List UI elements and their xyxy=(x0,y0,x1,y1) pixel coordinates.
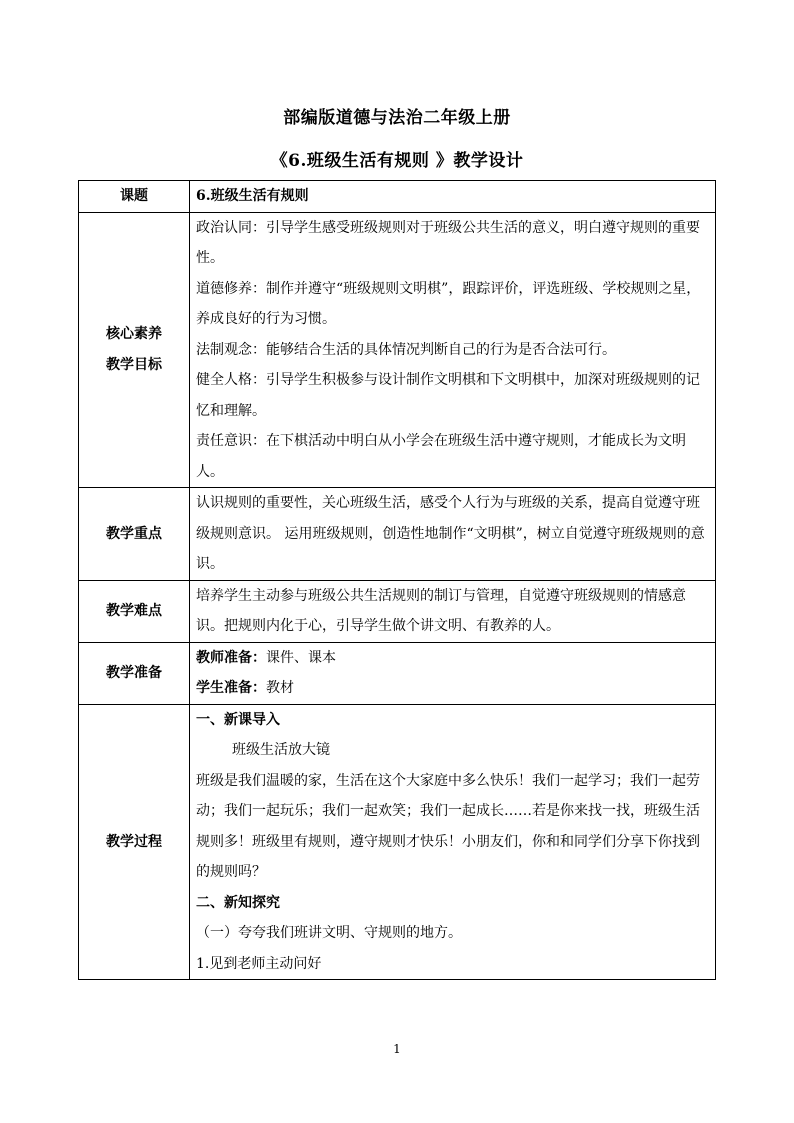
document-subtitle: 《6.班级生活有规则 》教学设计 xyxy=(270,151,524,171)
difficulties-label: 教学难点 xyxy=(79,580,190,642)
key-points-text: 认识规则的重要性，关心班级生活，感受个人行为与班级的关系，提高自觉遵守班级规则意识。 运用班级规则，创造性地制作“文明棋”，树立自觉遵守班级规则的意识。 xyxy=(190,488,716,581)
table-row-topic xyxy=(79,181,716,213)
page-number: 1 xyxy=(393,1042,401,1056)
table-row-goals xyxy=(79,212,716,488)
student-prep-value: 教材 xyxy=(266,680,294,696)
goals-content xyxy=(190,212,716,488)
goal-paragraph: 法制观念：能够结合生活的具体情况判断自己的行为是否合法可行。 xyxy=(196,341,616,358)
goal-paragraph: 政治认同：引导学生感受班级规则对于班级公共生活的意义，明白遵守规则的重要性。 xyxy=(196,219,700,266)
goal-paragraph: 健全人格：引导学生积极参与设计制作文明棋和下文明棋中，加深对班级规则的记忆和理解。 xyxy=(196,372,700,419)
table-row-key-points xyxy=(79,488,716,581)
difficulties-text: 培养学生主动参与班级公共生活规则的制订与管理，自觉遵守班级规则的情感意识。把规则内化于心，引导学生做个讲文明、有教养的人。 xyxy=(190,580,716,642)
goal-paragraph: 道德修养：制作并遵守“班级规则文明棋”，跟踪评价，评选班级、学校规则之星，养成良好的行为习惯。 xyxy=(196,280,701,327)
student-prep xyxy=(196,673,711,704)
section1-subtitle: 班级生活放大镜 xyxy=(232,742,330,758)
goals-label xyxy=(79,212,190,488)
preparation-label: 教学准备 xyxy=(79,642,190,704)
teacher-prep-label: 教师准备： xyxy=(196,649,266,666)
process-label: 教学过程 xyxy=(79,704,190,980)
section2-heading: 二、新知探究 xyxy=(196,894,280,911)
document-title: 部编版道德与法治二年级上册 xyxy=(283,108,511,128)
process-content xyxy=(190,704,716,980)
lesson-plan-table xyxy=(78,180,716,980)
topic-label: 课题 xyxy=(79,181,190,213)
table-row-preparation xyxy=(79,642,716,704)
section2-item1: 1.见到老师主动问好 xyxy=(196,955,322,972)
goals-label-line2: 教学目标 xyxy=(106,356,162,373)
key-points-label: 教学重点 xyxy=(79,488,190,581)
section1-text: 班级是我们温暖的家，生活在这个大家庭中多么快乐！我们一起学习；我们一起劳动；我们一起玩乐；我们一起欢笑；我们一起成长……若是你来找一找，班级生活规则多！班级里有规则，遵守规则才快乐！小朋友们，你和和同学们分享下你找到的规则吗？ xyxy=(196,772,700,880)
table-row-process xyxy=(79,704,716,980)
student-prep-label: 学生准备： xyxy=(196,680,266,696)
goals-label-line1: 核心素养 xyxy=(106,326,162,343)
table-row-difficulties xyxy=(79,580,716,642)
preparation-content xyxy=(190,642,716,704)
section2-sub1: （一）夸夸我们班讲文明、守规则的地方。 xyxy=(196,925,462,941)
topic-value: 6.班级生活有规则 xyxy=(190,181,716,213)
teacher-prep xyxy=(196,643,711,674)
teacher-prep-value: 课件、课本 xyxy=(266,649,336,666)
goal-paragraph: 责任意识：在下棋活动中明白从小学会在班级生活中遵守规则，才能成长为文明人。 xyxy=(196,433,686,480)
section1-heading: 一、新课导入 xyxy=(196,711,280,728)
